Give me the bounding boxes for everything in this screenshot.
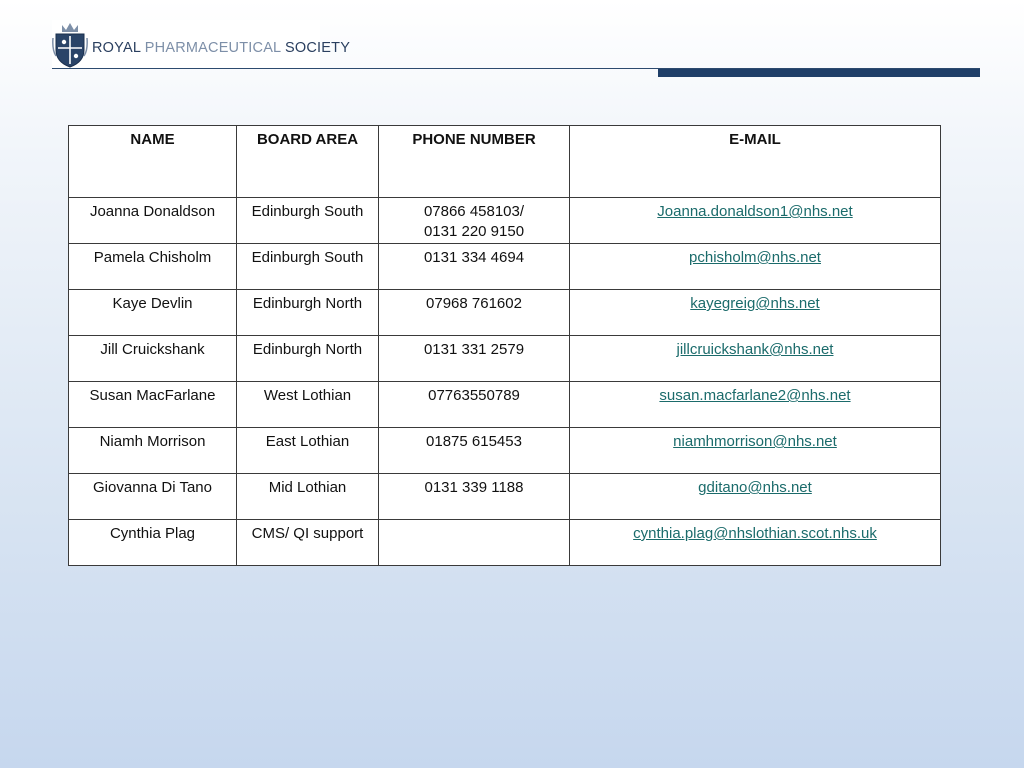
column-header-name: NAME: [69, 126, 237, 198]
table-row: [69, 336, 941, 382]
logo-wordmark: [92, 40, 350, 56]
name-cell: Joanna Donaldson: [69, 198, 237, 244]
name-cell: Giovanna Di Tano: [69, 474, 237, 520]
phone-cell: 07763550789: [379, 382, 570, 428]
table-row: [69, 474, 941, 520]
header-accent-bar: [658, 69, 980, 77]
table-row: [69, 244, 941, 290]
table-row: [69, 520, 941, 566]
column-header-board-area: BOARD AREA: [237, 126, 379, 198]
board-area-cell: CMS/ QI support: [237, 520, 379, 566]
board-area-cell: West Lothian: [237, 382, 379, 428]
table-row: [69, 198, 941, 244]
phone-cell: [379, 198, 570, 244]
phone-cell: 01875 615453: [379, 428, 570, 474]
board-area-cell: Edinburgh South: [237, 244, 379, 290]
phone-cell: 0131 334 4694: [379, 244, 570, 290]
table-header-row: [69, 126, 941, 198]
name-cell: Susan MacFarlane: [69, 382, 237, 428]
phone-cell: 07968 761602: [379, 290, 570, 336]
email-cell: [570, 520, 941, 566]
name-cell: Kaye Devlin: [69, 290, 237, 336]
phone-cell: 0131 339 1188: [379, 474, 570, 520]
phone-cell: 0131 331 2579: [379, 336, 570, 382]
email-link[interactable]: cynthia.plag@nhslothian.scot.nhs.uk: [633, 525, 877, 542]
board-area-cell: Edinburgh South: [237, 198, 379, 244]
logo-word-royal: ROYAL: [92, 40, 141, 56]
table-row: [69, 290, 941, 336]
email-link[interactable]: kayegreig@nhs.net: [690, 295, 820, 312]
phone-line: 0131 220 9150: [423, 223, 525, 240]
column-header-phone-number: PHONE NUMBER: [379, 126, 570, 198]
email-cell: [570, 382, 941, 428]
table-row: [69, 428, 941, 474]
email-cell: [570, 336, 941, 382]
email-cell: [570, 244, 941, 290]
email-link[interactable]: niamhmorrison@nhs.net: [673, 433, 837, 450]
email-cell: [570, 290, 941, 336]
phone-cell: [379, 520, 570, 566]
email-link[interactable]: Joanna.donaldson1@nhs.net: [657, 203, 853, 220]
board-area-cell: Mid Lothian: [237, 474, 379, 520]
phone-line: 07866 458103/: [423, 203, 525, 220]
board-area-cell: East Lothian: [237, 428, 379, 474]
email-cell: [570, 198, 941, 244]
column-header-email: E-MAIL: [570, 126, 941, 198]
contacts-table: [68, 125, 941, 566]
rps-logo: [52, 20, 351, 68]
email-link[interactable]: jillcruickshank@nhs.net: [676, 341, 834, 358]
name-cell: Pamela Chisholm: [69, 244, 237, 290]
logo-word-society: SOCIETY: [285, 40, 351, 56]
board-area-cell: Edinburgh North: [237, 336, 379, 382]
board-area-cell: Edinburgh North: [237, 290, 379, 336]
logo-word-pharmaceutical: PHARMACEUTICAL: [144, 40, 281, 56]
email-cell: [570, 428, 941, 474]
email-link[interactable]: susan.macfarlane2@nhs.net: [659, 387, 851, 404]
email-cell: [570, 474, 941, 520]
email-link[interactable]: gditano@nhs.net: [698, 479, 812, 496]
email-link[interactable]: pchisholm@nhs.net: [689, 249, 821, 266]
name-cell: Cynthia Plag: [69, 520, 237, 566]
name-cell: Jill Cruickshank: [69, 336, 237, 382]
name-cell: Niamh Morrison: [69, 428, 237, 474]
table-row: [69, 382, 941, 428]
crest-icon: [52, 20, 88, 68]
